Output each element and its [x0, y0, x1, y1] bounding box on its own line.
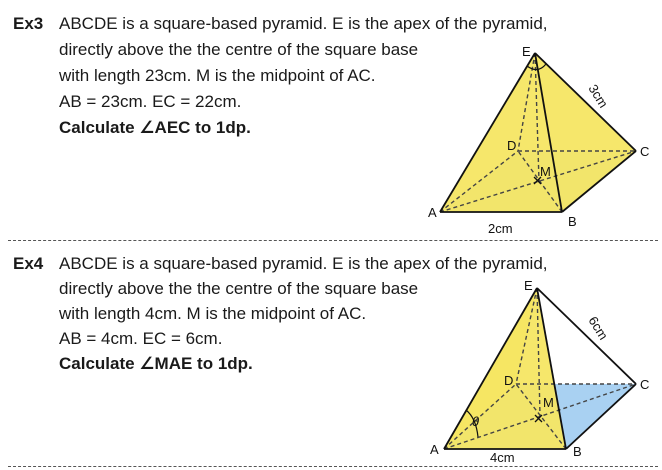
vertex-label-A: A	[428, 205, 437, 220]
edge-length-label: 2cm	[488, 221, 513, 236]
question-line: ABCDE is a square-based pyramid. E is the apex of the pyramid,	[59, 254, 548, 273]
vertex-label-A: A	[430, 442, 439, 457]
vertex-label-C: C	[640, 144, 650, 159]
angle-label-theta: θ	[472, 414, 480, 429]
pyramid-diagram	[0, 240, 662, 470]
given-lengths: AB = 4cm. EC = 6cm.	[59, 329, 223, 348]
point-label-M: M	[543, 395, 554, 410]
vertex-label-E: E	[522, 44, 531, 59]
vertex-label-E: E	[524, 278, 533, 293]
exercise-number: Ex3	[13, 14, 44, 33]
question-line: directly above the the centre of the square base	[59, 279, 419, 298]
edge-length-label: 6cm	[585, 313, 612, 343]
question-line: ABCDE is a square-based pyramid. E is the apex of the pyramid,	[59, 14, 548, 33]
point-label-M: M	[540, 164, 551, 179]
edge-length-label: 3cm	[585, 81, 612, 111]
question-task: Calculate ∠MAE to 1dp.	[59, 354, 253, 373]
question-line: directly above the the centre of the square base	[59, 40, 419, 59]
exercise-4	[0, 240, 662, 470]
question-line: with length 23cm. M is the midpoint of AC.	[59, 66, 376, 85]
exercise-number: Ex4	[13, 254, 44, 273]
edge-length-label: 4cm	[490, 450, 515, 465]
given-lengths: AB = 23cm. EC = 22cm.	[59, 92, 242, 111]
vertex-label-B: B	[573, 444, 582, 459]
vertex-label-C: C	[640, 377, 650, 392]
question-task: Calculate ∠AEC to 1dp.	[59, 118, 251, 137]
question-line: with length 4cm. M is the midpoint of AC.	[59, 304, 367, 323]
vertex-label-D: D	[504, 373, 514, 388]
section-divider	[8, 466, 658, 467]
vertex-label-B: B	[568, 214, 577, 229]
vertex-label-D: D	[507, 138, 517, 153]
